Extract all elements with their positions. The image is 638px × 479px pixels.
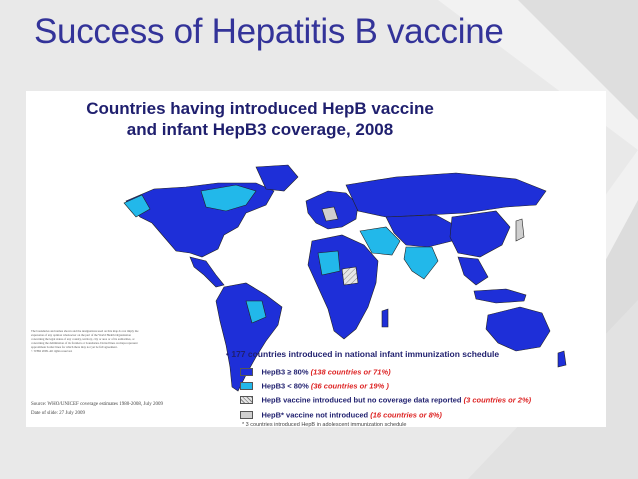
legend-item-not-introduced <box>240 406 442 420</box>
region-madagascar <box>382 309 388 327</box>
region-southeast-asia <box>458 257 488 285</box>
disclaimer-line: The boundaries and names shown and the designations used on this map do not imply the <box>31 329 139 333</box>
legend-item-low <box>240 377 389 391</box>
legend-detail-high: (138 countries or 71%) <box>310 367 391 377</box>
legend-swatch-high <box>240 368 253 376</box>
figure-title <box>26 98 494 140</box>
region-africa-light <box>318 251 340 275</box>
region-japan <box>516 219 524 241</box>
slide-title: Success of Hepatitis B vaccine <box>34 12 504 51</box>
region-africa-hatched <box>342 267 358 285</box>
region-australia <box>486 307 550 351</box>
legend-item-high <box>240 363 391 377</box>
legend-header-text: 177 countries introduced in national infant immunization schedule <box>231 349 500 359</box>
region-indonesia <box>474 289 526 303</box>
source-text: Source: WHO/UNICEF coverage estimates 1980-2008, July 2009 <box>31 402 163 407</box>
figure-title-line-2: and infant HepB3 coverage, 2008 <box>126 120 394 139</box>
region-east-asia <box>450 211 510 257</box>
region-central-america <box>190 257 224 287</box>
legend-swatch-low <box>240 382 253 390</box>
slide-date-text: Date of slide: 27 July 2009 <box>31 411 86 416</box>
legend-detail-no-data: (3 countries or 2%) <box>463 395 532 405</box>
legend-detail-not-introduced: (16 countries or 8%) <box>370 410 442 420</box>
legend-detail-low: (36 countries or 19% ) <box>310 381 389 391</box>
disclaimer-line: © WHO 2009. All rights reserved. <box>31 349 73 353</box>
legend-item-no-data <box>240 391 532 405</box>
map-disclaimer <box>31 329 211 353</box>
legend-label-high: HepB3 ≥ 80% <box>261 367 309 377</box>
legend-swatch-no-data <box>240 396 253 404</box>
figure-title-line-1: Countries having introduced HepB vaccine <box>86 99 434 118</box>
disclaimer-line: concerning the delimitation of its frontiers or boundaries. Dotted lines on maps represent <box>31 341 138 345</box>
map-figure <box>26 91 606 427</box>
region-africa <box>308 235 378 339</box>
disclaimer-line: expression of any opinion whatsoever on the part of the World Health Organization <box>31 333 131 337</box>
legend-header <box>226 349 499 359</box>
disclaimer-line: approximate border lines for which there may not yet be full agreement. <box>31 345 118 349</box>
legend-label-low: HepB3 < 80% <box>261 381 309 391</box>
legend-label-no-data: HepB vaccine introduced but no coverage data reported <box>261 395 462 405</box>
legend-header-marker: • <box>226 349 232 359</box>
disclaimer-line: concerning the legal status of any country, territory, city or area or of its authorities, or <box>31 337 135 341</box>
legend-label-not-introduced: HepB* vaccine not introduced <box>261 410 369 420</box>
legend-swatch-not-introduced <box>240 411 253 419</box>
region-south-asia <box>404 247 438 279</box>
region-new-zealand <box>558 351 566 367</box>
region-russia <box>346 173 546 217</box>
legend-footnote: * 3 countries introduced HepB in adolescent immunization schedule <box>242 422 407 428</box>
